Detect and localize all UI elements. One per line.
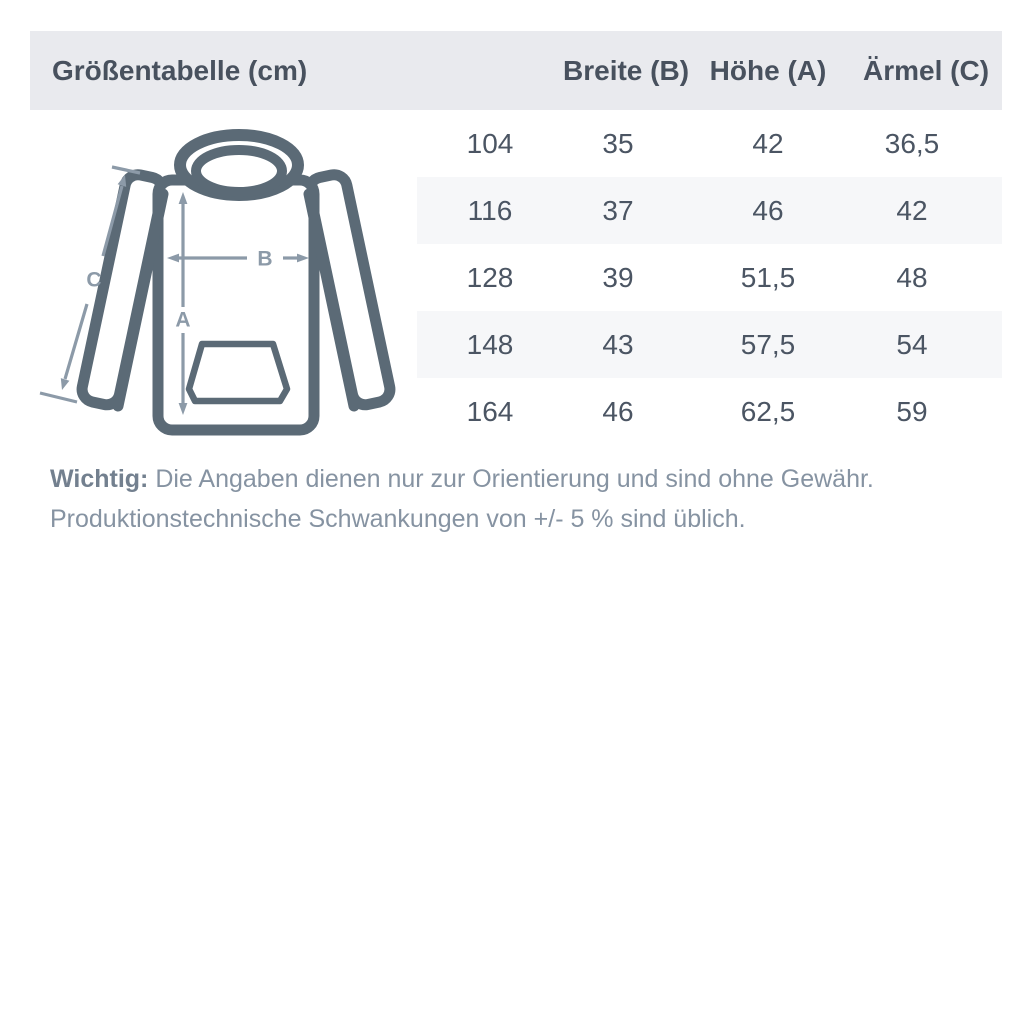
aermel-value: 36,5 bbox=[884, 127, 940, 159]
size-value: 148 bbox=[466, 328, 514, 360]
table-header bbox=[30, 31, 1002, 110]
column-header-aermel: Ärmel (C) bbox=[863, 54, 990, 86]
hoehe-value: 62,5 bbox=[740, 395, 796, 427]
table-row bbox=[417, 110, 1002, 177]
hood bbox=[180, 135, 298, 195]
hoodie-diagram bbox=[30, 110, 417, 445]
table-row bbox=[417, 244, 1002, 311]
column-header-hoehe: Höhe (A) bbox=[709, 54, 827, 86]
size-value: 104 bbox=[466, 127, 514, 159]
breite-value: 46 bbox=[602, 395, 634, 427]
size-chart-panel bbox=[30, 31, 1002, 445]
disclaimer-line2: Produktionstechnische Schwankungen von +/- 5 % sind üblich. bbox=[50, 505, 746, 533]
label-c: C bbox=[86, 268, 102, 292]
size-value: 164 bbox=[466, 395, 514, 427]
chart-title: Größentabelle (cm) bbox=[52, 54, 308, 86]
label-a: A bbox=[175, 308, 191, 332]
table-row bbox=[417, 311, 1002, 378]
disclaimer-label: Wichtig: bbox=[50, 465, 149, 493]
column-header-breite: Breite (B) bbox=[563, 54, 690, 86]
aermel-value: 48 bbox=[896, 261, 928, 293]
breite-value: 43 bbox=[602, 328, 634, 360]
hoehe-value: 57,5 bbox=[740, 328, 796, 360]
size-table-body bbox=[417, 110, 1002, 445]
kangaroo-pocket bbox=[189, 344, 287, 401]
table-row bbox=[417, 177, 1002, 244]
hoehe-value: 46 bbox=[752, 194, 784, 226]
label-b: B bbox=[257, 247, 273, 271]
hoodie-illustration bbox=[30, 110, 417, 445]
size-value: 128 bbox=[466, 261, 514, 293]
breite-value: 39 bbox=[602, 261, 634, 293]
breite-value: 35 bbox=[602, 127, 634, 159]
hoehe-value: 42 bbox=[752, 127, 784, 159]
disclaimer-line1: Die Angaben dienen nur zur Orientierung und sind ohne Gewähr. bbox=[155, 465, 874, 493]
table-header-columns bbox=[417, 55, 1002, 87]
breite-value: 37 bbox=[602, 194, 634, 226]
hoehe-value: 51,5 bbox=[740, 261, 796, 293]
size-value: 116 bbox=[467, 194, 513, 226]
aermel-value: 54 bbox=[896, 328, 928, 360]
aermel-value: 42 bbox=[896, 194, 928, 226]
disclaimer-note bbox=[50, 459, 980, 539]
aermel-value: 59 bbox=[896, 395, 928, 427]
table-row bbox=[417, 378, 1002, 445]
